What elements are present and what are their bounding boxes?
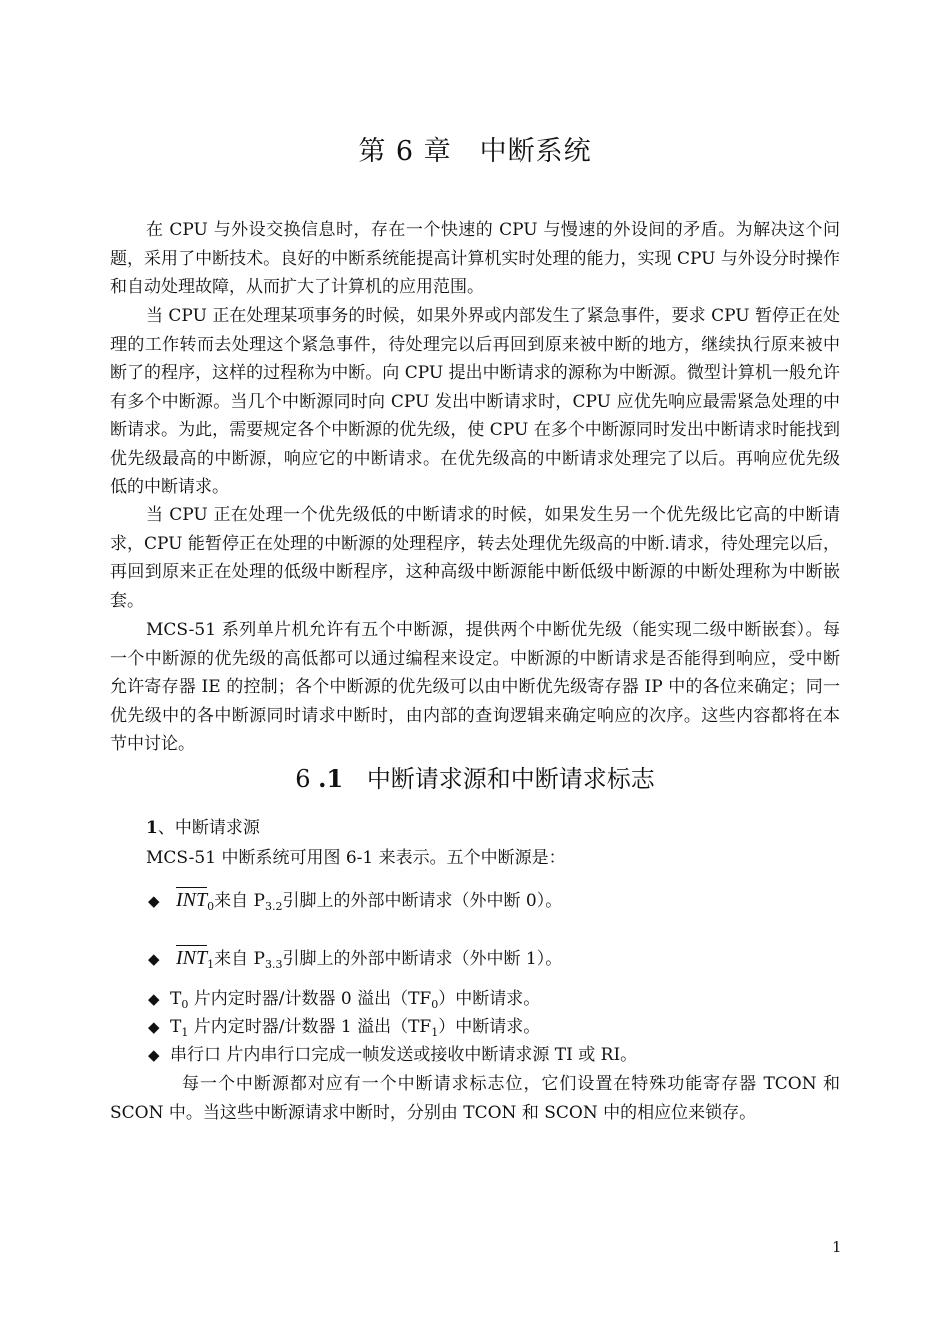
intro-line: MCS-51 中断系统可用图 6-1 来表示。五个中断源是： bbox=[146, 848, 566, 868]
subscript: 0 bbox=[207, 900, 215, 913]
section-subnumber: .1 bbox=[318, 764, 344, 793]
list-item-text: 来自 P bbox=[214, 949, 265, 969]
paragraph: 当 CPU 正在处理某项事务的时候，如果外界或内部发生了紧急事件，要求 CPU 暂停正在处理的工作转而去处理这个紧急事件，待处理完以后再回到原来被中断的地方，继续执行原来被中断了的程序，这样的过程称为中断。向 CPU 提出中断请求的源称为中断源。微型计算机一般允许有多个中断源。当几个中断源同时向 CPU 发出中断请求时，CPU 应优先响应最需紧急处理的中断请求。为此，需要规定各个中断源的优先级，使 CPU 在多个中断源同时发出中断请求时能找到优先级最高的中断源，响应它的中断请求。在优先级高的中断请求处理完了以后。再响应优先级低的中断请求。 bbox=[110, 306, 840, 497]
section-number: 6 bbox=[295, 765, 311, 793]
subscript: 3.2 bbox=[264, 900, 283, 913]
subheading bbox=[146, 815, 260, 841]
list-item bbox=[148, 945, 562, 972]
subscript: 0 bbox=[181, 998, 189, 1011]
diamond-bullet-icon: ◆ bbox=[148, 990, 160, 1008]
list-item bbox=[148, 887, 562, 914]
list-item-text: 串行口 片内串行口完成一帧发送或接收中断请求源 TI 或 RI。 bbox=[170, 1045, 638, 1065]
diamond-bullet-icon: ◆ bbox=[148, 892, 160, 910]
int-signal: INT bbox=[176, 947, 208, 969]
paragraph: MCS-51 系列单片机允许有五个中断源，提供两个中断优先级（能实现二级中断嵌套）。每一个中断源的优先级的高低都可以通过编程来设定。中断源的中断请求是否能得到响应，受中断允许寄存器 IE 的控制；各个中断源的优先级可以由中断优先级寄存器 IP 中的各位来确定；同一优先级中的各中断源同时请求中断时，由内部的查询逻辑来确定响应的次序。这些内容都将在本节中讨论。 bbox=[110, 620, 840, 754]
int-signal: INT bbox=[176, 889, 208, 911]
chapter-title: 第 6 章 中断系统 bbox=[358, 136, 592, 167]
subheading-text: 、中断请求源 bbox=[157, 818, 260, 838]
paragraph: 每一个中断源都对应有一个中断请求标志位，它们设置在特殊功能寄存器 TCON 和 SCON 中。当这些中断源请求中断时，分别由 TCON 和 SCON 中的相应位来锁存。 bbox=[110, 1074, 840, 1123]
section-title-text: 中断请求源和中断请求标志 bbox=[366, 765, 655, 793]
subscript: 1 bbox=[207, 958, 215, 971]
paragraph: 在 CPU 与外设交换信息时，存在一个快速的 CPU 与慢速的外设间的矛盾。为解决这个问题，采用了中断技术。良好的中断系统能提高计算机实时处理的能力，实现 CPU 与外设分时操作和自动处理故障，从而扩大了计算机的应用范围。 bbox=[110, 220, 840, 297]
list-item-text: 引脚上的外部中断请求（外中断 0）。 bbox=[282, 891, 563, 911]
diamond-bullet-icon: ◆ bbox=[148, 1018, 160, 1036]
list-item bbox=[148, 986, 540, 1012]
list-item bbox=[148, 1042, 637, 1068]
list-item-text: 片内定时器/计数器 1 溢出（TF bbox=[188, 1017, 432, 1037]
subscript: 3.3 bbox=[264, 958, 283, 971]
list-item-text: T bbox=[170, 989, 182, 1009]
list-item-text: 引脚上的外部中断请求（外中断 1）。 bbox=[282, 949, 563, 969]
section-title bbox=[0, 762, 950, 796]
diamond-bullet-icon: ◆ bbox=[148, 1046, 160, 1064]
list-item-text: 片内定时器/计数器 0 溢出（TF bbox=[188, 989, 432, 1009]
list-item-text: 来自 P bbox=[214, 891, 265, 911]
subscript: 0 bbox=[431, 998, 439, 1011]
subscript: 1 bbox=[431, 1026, 439, 1039]
list-item-text: ）中断请求。 bbox=[438, 1017, 541, 1037]
paragraph: 当 CPU 正在处理一个优先级低的中断请求的时候，如果发生另一个优先级比它高的中断请求，CPU 能暂停正在处理的中断源的处理程序，转去处理优先级高的中断.请求，待处理完以后，再回到原来正在处理的低级中断程序，这种高级中断源能中断低级中断源的中断处理称为中断嵌套。 bbox=[110, 505, 840, 611]
page-number: 1 bbox=[832, 1238, 842, 1256]
list-item bbox=[148, 1014, 540, 1040]
list-item-text: ）中断请求。 bbox=[438, 989, 541, 1009]
diamond-bullet-icon: ◆ bbox=[148, 950, 160, 968]
subheading-number: 1 bbox=[146, 818, 158, 838]
subscript: 1 bbox=[181, 1026, 189, 1039]
list-item-text: T bbox=[170, 1017, 182, 1037]
